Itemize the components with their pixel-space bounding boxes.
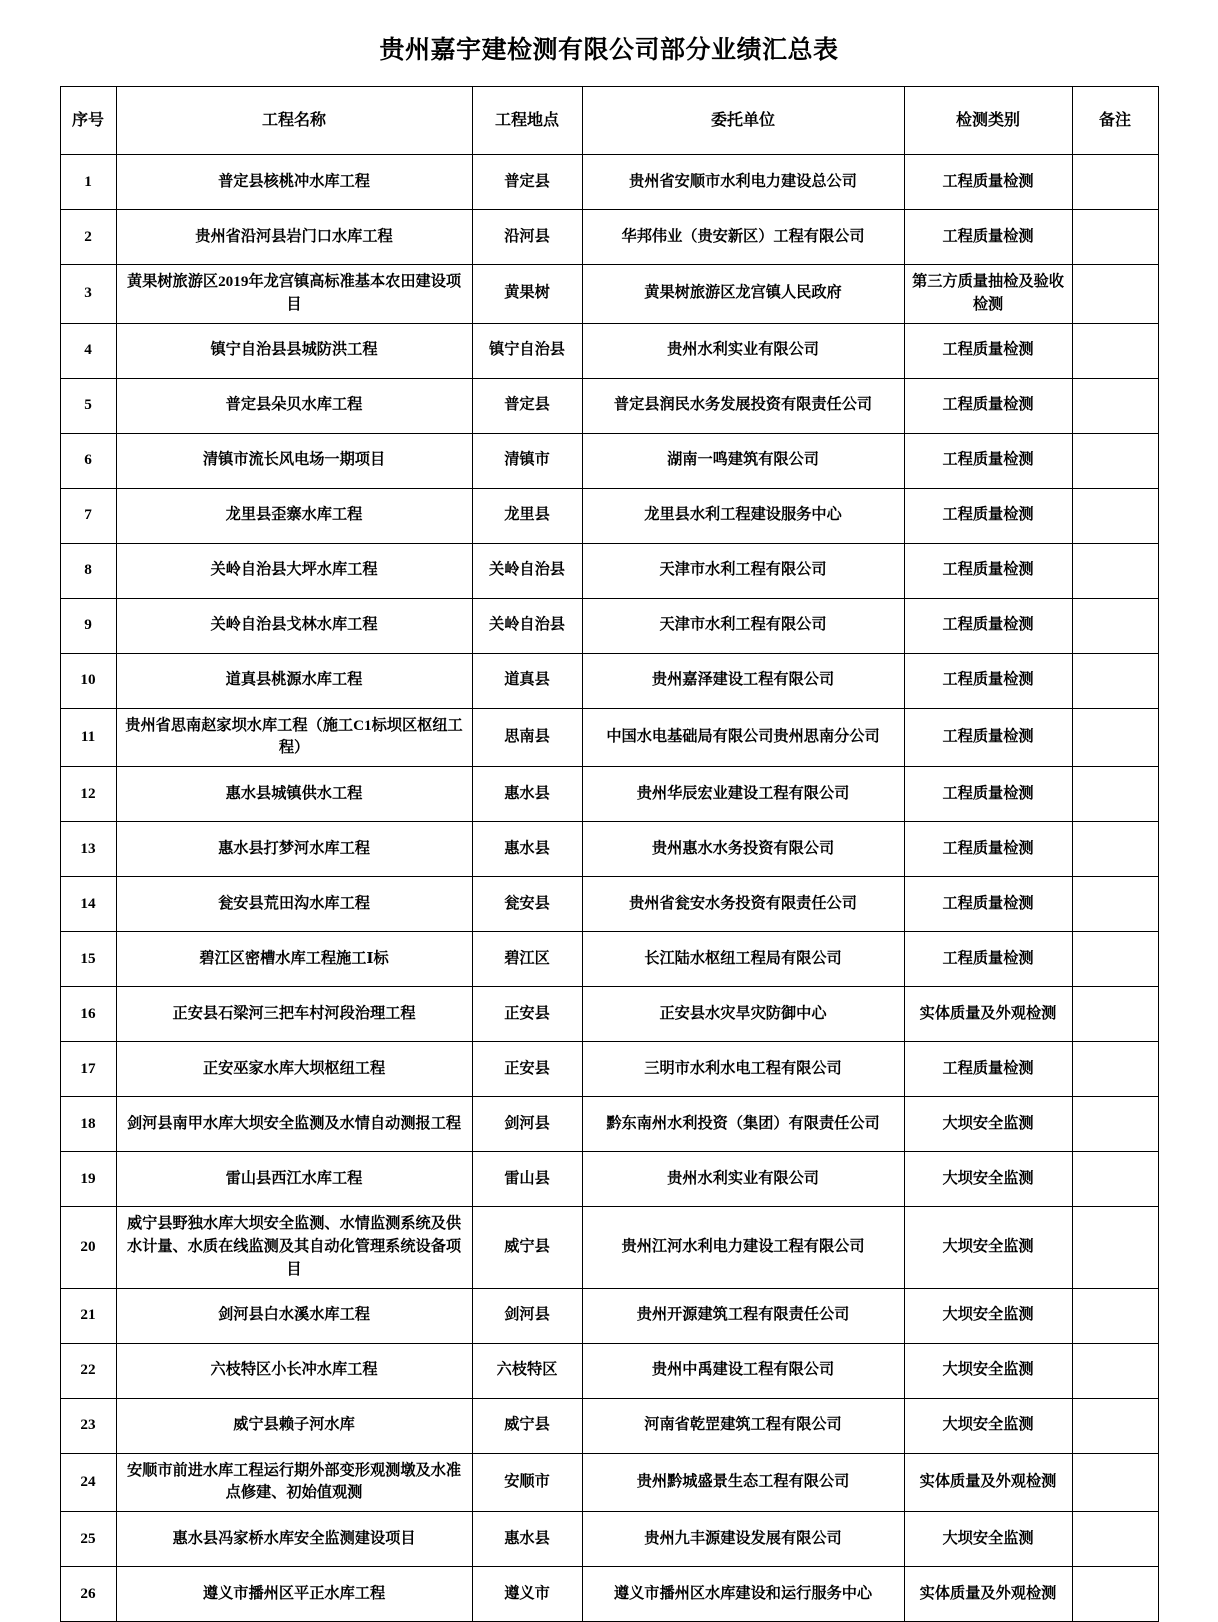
table-header [60, 87, 1158, 155]
table-row [60, 767, 1158, 822]
table-row [60, 1343, 1158, 1398]
cell-test-category: 实体质量及外观检测 [904, 1453, 1072, 1512]
cell-test-category: 大坝安全监测 [904, 1152, 1072, 1207]
cell-project-location: 普定县 [472, 155, 582, 210]
cell-remarks [1072, 1152, 1158, 1207]
cell-project-location: 惠水县 [472, 1512, 582, 1567]
cell-project-location: 六枝特区 [472, 1343, 582, 1398]
cell-index: 15 [60, 932, 116, 987]
cell-project-name: 关岭自治县戈林水库工程 [116, 598, 472, 653]
cell-project-name: 镇宁自治县县城防洪工程 [116, 323, 472, 378]
cell-project-location: 威宁县 [472, 1398, 582, 1453]
table-row [60, 708, 1158, 767]
cell-index: 7 [60, 488, 116, 543]
cell-client-unit: 贵州水利实业有限公司 [582, 1152, 904, 1207]
cell-test-category: 工程质量检测 [904, 378, 1072, 433]
cell-client-unit: 贵州中禹建设工程有限公司 [582, 1343, 904, 1398]
cell-client-unit: 黔东南州水利投资（集团）有限责任公司 [582, 1097, 904, 1152]
cell-test-category: 工程质量检测 [904, 822, 1072, 877]
cell-project-location: 思南县 [472, 708, 582, 767]
cell-client-unit: 长江陆水枢纽工程局有限公司 [582, 932, 904, 987]
cell-client-unit: 中国水电基础局有限公司贵州思南分公司 [582, 708, 904, 767]
table-row [60, 1042, 1158, 1097]
cell-test-category: 大坝安全监测 [904, 1097, 1072, 1152]
cell-index: 13 [60, 822, 116, 877]
cell-project-name: 剑河县南甲水库大坝安全监测及水情自动测报工程 [116, 1097, 472, 1152]
column-header-project-name: 工程名称 [116, 87, 472, 155]
cell-project-name: 普定县朵贝水库工程 [116, 378, 472, 433]
cell-project-location: 普定县 [472, 378, 582, 433]
cell-index: 24 [60, 1453, 116, 1512]
cell-remarks [1072, 1343, 1158, 1398]
cell-remarks [1072, 155, 1158, 210]
cell-index: 3 [60, 265, 116, 324]
cell-project-name: 贵州省思南赵家坝水库工程（施工C1标坝区枢纽工程） [116, 708, 472, 767]
table-row [60, 1512, 1158, 1567]
cell-project-location: 正安县 [472, 1042, 582, 1097]
cell-project-name: 碧江区密槽水库工程施工Ⅰ标 [116, 932, 472, 987]
cell-project-name: 威宁县野独水库大坝安全监测、水情监测系统及供水计量、水质在线监测及其自动化管理系统设备项目 [116, 1207, 472, 1288]
cell-project-name: 正安巫家水库大坝枢纽工程 [116, 1042, 472, 1097]
cell-client-unit: 湖南一鸣建筑有限公司 [582, 433, 904, 488]
column-header-remarks: 备注 [1072, 87, 1158, 155]
cell-test-category: 工程质量检测 [904, 767, 1072, 822]
table-row [60, 155, 1158, 210]
table-row [60, 488, 1158, 543]
cell-index: 8 [60, 543, 116, 598]
column-header-test-category: 检测类别 [904, 87, 1072, 155]
table-row [60, 210, 1158, 265]
cell-project-name: 六枝特区小长冲水库工程 [116, 1343, 472, 1398]
cell-remarks [1072, 932, 1158, 987]
cell-test-category: 工程质量检测 [904, 1042, 1072, 1097]
cell-index: 19 [60, 1152, 116, 1207]
cell-index: 1 [60, 155, 116, 210]
table-row [60, 1097, 1158, 1152]
column-header-client-unit: 委托单位 [582, 87, 904, 155]
table-row [60, 543, 1158, 598]
cell-test-category: 工程质量检测 [904, 433, 1072, 488]
cell-project-name: 惠水县打梦河水库工程 [116, 822, 472, 877]
table-row [60, 433, 1158, 488]
table-row [60, 598, 1158, 653]
cell-remarks [1072, 1567, 1158, 1622]
cell-client-unit: 天津市水利工程有限公司 [582, 598, 904, 653]
cell-project-name: 普定县核桃冲水库工程 [116, 155, 472, 210]
cell-test-category: 工程质量检测 [904, 877, 1072, 932]
cell-client-unit: 河南省乾罡建筑工程有限公司 [582, 1398, 904, 1453]
cell-remarks [1072, 708, 1158, 767]
cell-client-unit: 贵州省安顺市水利电力建设总公司 [582, 155, 904, 210]
cell-remarks [1072, 1097, 1158, 1152]
cell-project-name: 龙里县歪寨水库工程 [116, 488, 472, 543]
cell-client-unit: 贵州嘉泽建设工程有限公司 [582, 653, 904, 708]
cell-project-name: 清镇市流长风电场一期项目 [116, 433, 472, 488]
cell-project-name: 正安县石梁河三把车村河段治理工程 [116, 987, 472, 1042]
cell-test-category: 工程质量检测 [904, 653, 1072, 708]
cell-test-category: 大坝安全监测 [904, 1288, 1072, 1343]
cell-project-name: 剑河县白水溪水库工程 [116, 1288, 472, 1343]
cell-remarks [1072, 210, 1158, 265]
cell-test-category: 工程质量检测 [904, 488, 1072, 543]
cell-test-category: 工程质量检测 [904, 323, 1072, 378]
cell-client-unit: 普定县润民水务发展投资有限责任公司 [582, 378, 904, 433]
cell-index: 16 [60, 987, 116, 1042]
cell-project-location: 威宁县 [472, 1207, 582, 1288]
cell-client-unit: 贵州黔城盛景生态工程有限公司 [582, 1453, 904, 1512]
cell-project-location: 碧江区 [472, 932, 582, 987]
cell-client-unit: 龙里县水利工程建设服务中心 [582, 488, 904, 543]
cell-test-category: 实体质量及外观检测 [904, 987, 1072, 1042]
cell-remarks [1072, 653, 1158, 708]
cell-index: 23 [60, 1398, 116, 1453]
cell-project-name: 惠水县冯家桥水库安全监测建设项目 [116, 1512, 472, 1567]
cell-index: 12 [60, 767, 116, 822]
cell-test-category: 实体质量及外观检测 [904, 1567, 1072, 1622]
cell-project-location: 剑河县 [472, 1097, 582, 1152]
cell-remarks [1072, 1453, 1158, 1512]
table-row [60, 323, 1158, 378]
cell-index: 2 [60, 210, 116, 265]
cell-client-unit: 遵义市播州区水库建设和运行服务中心 [582, 1567, 904, 1622]
cell-project-location: 黄果树 [472, 265, 582, 324]
cell-test-category: 工程质量检测 [904, 210, 1072, 265]
table-row [60, 1152, 1158, 1207]
cell-index: 6 [60, 433, 116, 488]
cell-index: 10 [60, 653, 116, 708]
cell-remarks [1072, 1042, 1158, 1097]
cell-client-unit: 黄果树旅游区龙宫镇人民政府 [582, 265, 904, 324]
column-header-index: 序号 [60, 87, 116, 155]
cell-test-category: 大坝安全监测 [904, 1512, 1072, 1567]
cell-index: 20 [60, 1207, 116, 1288]
cell-project-location: 惠水县 [472, 822, 582, 877]
table-row [60, 822, 1158, 877]
cell-remarks [1072, 265, 1158, 324]
cell-index: 11 [60, 708, 116, 767]
table-row [60, 265, 1158, 324]
cell-project-location: 遵义市 [472, 1567, 582, 1622]
cell-remarks [1072, 1398, 1158, 1453]
table-body [60, 155, 1158, 1622]
cell-remarks [1072, 433, 1158, 488]
table-row [60, 1567, 1158, 1622]
table-row [60, 1207, 1158, 1288]
cell-project-location: 道真县 [472, 653, 582, 708]
header-row [60, 87, 1158, 155]
cell-test-category: 第三方质量抽检及验收检测 [904, 265, 1072, 324]
cell-project-name: 道真县桃源水库工程 [116, 653, 472, 708]
cell-remarks [1072, 488, 1158, 543]
cell-project-location: 瓮安县 [472, 877, 582, 932]
cell-index: 18 [60, 1097, 116, 1152]
cell-client-unit: 贵州开源建筑工程有限责任公司 [582, 1288, 904, 1343]
cell-project-name: 威宁县赖子河水库 [116, 1398, 472, 1453]
cell-project-location: 惠水县 [472, 767, 582, 822]
cell-test-category: 工程质量检测 [904, 932, 1072, 987]
table-row [60, 653, 1158, 708]
cell-index: 5 [60, 378, 116, 433]
column-header-project-location: 工程地点 [472, 87, 582, 155]
cell-remarks [1072, 767, 1158, 822]
cell-index: 14 [60, 877, 116, 932]
cell-index: 17 [60, 1042, 116, 1097]
cell-test-category: 大坝安全监测 [904, 1207, 1072, 1288]
cell-client-unit: 贵州华辰宏业建设工程有限公司 [582, 767, 904, 822]
cell-project-name: 遵义市播州区平正水库工程 [116, 1567, 472, 1622]
cell-project-location: 镇宁自治县 [472, 323, 582, 378]
cell-remarks [1072, 877, 1158, 932]
cell-client-unit: 天津市水利工程有限公司 [582, 543, 904, 598]
cell-project-name: 惠水县城镇供水工程 [116, 767, 472, 822]
cell-index: 21 [60, 1288, 116, 1343]
cell-project-name: 雷山县西江水库工程 [116, 1152, 472, 1207]
cell-project-location: 安顺市 [472, 1453, 582, 1512]
cell-test-category: 工程质量检测 [904, 543, 1072, 598]
cell-client-unit: 贵州水利实业有限公司 [582, 323, 904, 378]
cell-project-name: 贵州省沿河县岩门口水库工程 [116, 210, 472, 265]
cell-project-name: 黄果树旅游区2019年龙宫镇高标准基本农田建设项目 [116, 265, 472, 324]
cell-index: 25 [60, 1512, 116, 1567]
cell-test-category: 工程质量检测 [904, 155, 1072, 210]
cell-remarks [1072, 1207, 1158, 1288]
cell-remarks [1072, 987, 1158, 1042]
cell-client-unit: 贵州九丰源建设发展有限公司 [582, 1512, 904, 1567]
cell-project-name: 安顺市前进水库工程运行期外部变形观测墩及水准点修建、初始值观测 [116, 1453, 472, 1512]
cell-remarks [1072, 1512, 1158, 1567]
cell-test-category: 大坝安全监测 [904, 1398, 1072, 1453]
cell-project-location: 正安县 [472, 987, 582, 1042]
cell-project-location: 剑河县 [472, 1288, 582, 1343]
cell-project-location: 龙里县 [472, 488, 582, 543]
table-row [60, 378, 1158, 433]
table-row [60, 932, 1158, 987]
cell-project-location: 沿河县 [472, 210, 582, 265]
cell-index: 9 [60, 598, 116, 653]
cell-project-name: 瓮安县荒田沟水库工程 [116, 877, 472, 932]
cell-remarks [1072, 323, 1158, 378]
cell-remarks [1072, 378, 1158, 433]
table-row [60, 877, 1158, 932]
cell-client-unit: 正安县水灾旱灾防御中心 [582, 987, 904, 1042]
cell-client-unit: 贵州江河水利电力建设工程有限公司 [582, 1207, 904, 1288]
cell-remarks [1072, 1288, 1158, 1343]
page-title: 贵州嘉宇建检测有限公司部分业绩汇总表 [379, 37, 839, 64]
cell-test-category: 大坝安全监测 [904, 1343, 1072, 1398]
cell-project-name: 关岭自治县大坪水库工程 [116, 543, 472, 598]
cell-client-unit: 华邦伟业（贵安新区）工程有限公司 [582, 210, 904, 265]
cell-client-unit: 三明市水利水电工程有限公司 [582, 1042, 904, 1097]
cell-index: 22 [60, 1343, 116, 1398]
cell-client-unit: 贵州惠水水务投资有限公司 [582, 822, 904, 877]
performance-summary-table [60, 86, 1159, 1622]
cell-test-category: 工程质量检测 [904, 708, 1072, 767]
table-row [60, 1398, 1158, 1453]
cell-remarks [1072, 543, 1158, 598]
cell-project-location: 关岭自治县 [472, 598, 582, 653]
table-row [60, 987, 1158, 1042]
cell-test-category: 工程质量检测 [904, 598, 1072, 653]
cell-project-location: 雷山县 [472, 1152, 582, 1207]
cell-remarks [1072, 598, 1158, 653]
cell-index: 26 [60, 1567, 116, 1622]
cell-project-location: 清镇市 [472, 433, 582, 488]
cell-remarks [1072, 822, 1158, 877]
table-row [60, 1453, 1158, 1512]
cell-project-location: 关岭自治县 [472, 543, 582, 598]
cell-index: 4 [60, 323, 116, 378]
cell-client-unit: 贵州省瓮安水务投资有限责任公司 [582, 877, 904, 932]
table-row [60, 1288, 1158, 1343]
